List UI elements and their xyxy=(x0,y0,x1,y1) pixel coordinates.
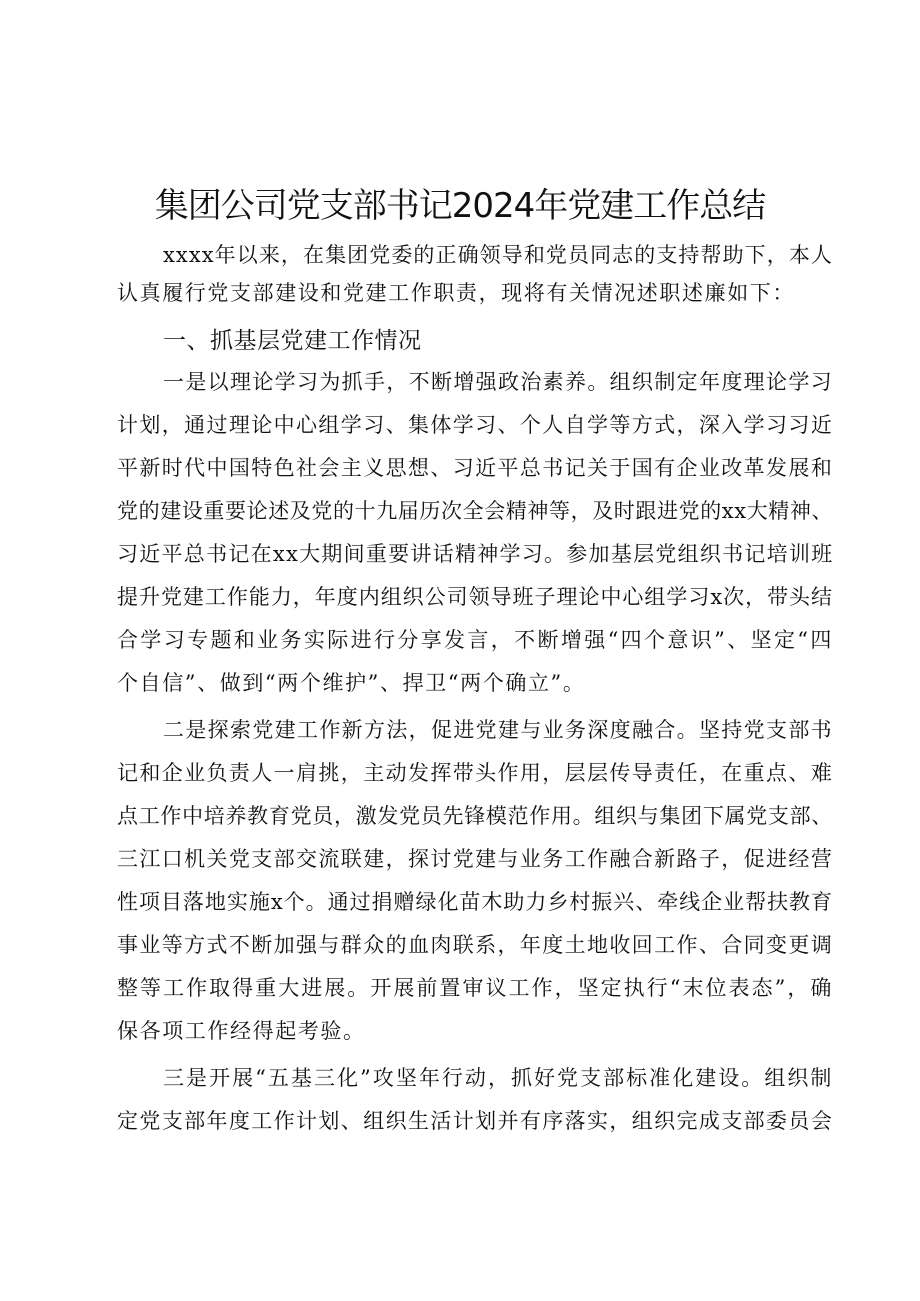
intro-paragraph xyxy=(117,236,833,312)
document-title: 集团公司党支部书记2024年党建工作总结 xyxy=(154,186,766,226)
paragraph-1 xyxy=(117,363,833,702)
text-line: 二是探索党建工作新方法，促进党建与业务深度融合。坚持党支部书 xyxy=(163,718,833,742)
text-line: 习近平总书记在xx大期间重要讲话精神学习。参加基层党组织书记培训班 xyxy=(117,542,834,566)
text-line: 三是开展“五基三化”攻坚年行动，抓好党支部标准化建设。组织制 xyxy=(163,1066,833,1090)
text-line: 一是以理论学习为抓手，不断增强政治素养。组织制定年度理论学习 xyxy=(163,370,833,394)
paragraph-3 xyxy=(117,1059,833,1140)
text-line: 点工作中培养教育党员，激发党员先锋模范作用。组织与集团下属党支部、 xyxy=(117,804,833,828)
text-line: 整等工作取得重大进展。开展前置审议工作，坚定执行“末位表态”，确 xyxy=(117,976,833,1000)
text-line: 认真履行党支部建设和党建工作职责，现将有关情况述职述廉如下： xyxy=(117,281,795,305)
text-line: 记和企业负责人一肩挑，主动发挥带头作用，层层传导责任，在重点、难 xyxy=(117,761,834,785)
text-line: 个自信”、做到“两个维护”、捍卫“两个确立”。 xyxy=(117,671,586,695)
text-line: 性项目落地实施x个。通过捐赠绿化苗木助力乡村振兴、牵线企业帮扶教育 xyxy=(117,890,833,914)
text-line: 党的建设重要论述及党的十九届历次全会精神等，及时跟进党的xx大精神、 xyxy=(117,499,834,523)
text-line: 提升党建工作能力，年度内组织公司领导班子理论中心组学习x次，带头结 xyxy=(117,585,833,609)
text-line: 保各项工作经得起考验。 xyxy=(117,1019,366,1043)
text-line: 三江口机关党支部交流联建，探讨党建与业务工作融合新路子，促进经营 xyxy=(117,847,834,871)
text-line: 定党支部年度工作计划、组织生活计划并有序落实，组织完成支部委员会 xyxy=(117,1109,834,1133)
text-line: xxxx年以来，在集团党委的正确领导和党员同志的支持帮助下，本人 xyxy=(163,243,833,267)
section-heading: 一、抓基层党建工作情况 xyxy=(163,328,422,354)
text-line: 合学习专题和业务实际进行分享发言，不断增强“四个意识”、坚定“四 xyxy=(117,628,833,652)
text-line: 平新时代中国特色社会主义思想、习近平总书记关于国有企业改革发展和 xyxy=(117,456,834,480)
paragraph-2 xyxy=(117,711,833,1050)
text-line: 计划，通过理论中心组学习、集体学习、个人自学等方式，深入学习习近 xyxy=(117,413,834,437)
text-line: 事业等方式不断加强与群众的血肉联系，年度土地收回工作、合同变更调 xyxy=(117,933,834,957)
